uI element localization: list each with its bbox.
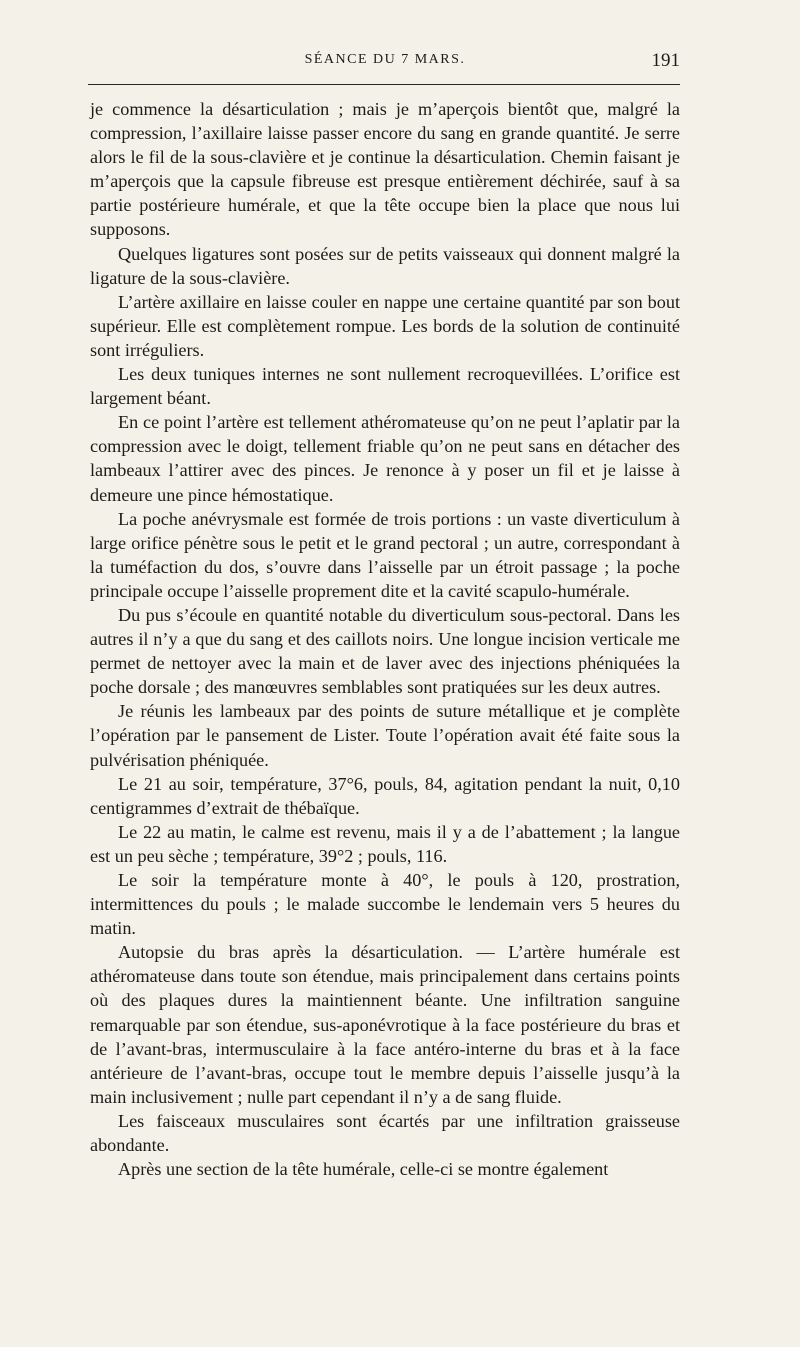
header-rule [88,84,680,85]
paragraph: Le soir la température monte à 40°, le pouls à 120, prostration, intermittences du pouls ; le malade succombe le lendemain vers 5 heures du matin. [90,870,680,939]
paragraph: Après une section de la tête humérale, celle-ci se montre également [118,1159,609,1180]
body-text [90,97,680,1181]
page-number: 191 [651,50,680,71]
paragraph: Autopsie du bras après la désarticulation. — L’artère humérale est athéromateuse dans toute son étendue, mais principalement dans certains points où des plaques dures la maintiennent béante. Une infiltration sanguine remarquable par son étendue, sus-aponévrotique à la face postérieure du bras et de l’avant-bras, intermusculaire à la face antéro-interne du bras et à la face antérieure de l’avant-bras, occupe tout le membre depuis l’aisselle jusqu’à la main inclusivement ; nulle part cependant il n’y a de sang fluide. [90,942,680,1107]
paragraph: Les faisceaux musculaires sont écartés par une infiltration graisseuse abondante. [90,1110,680,1156]
paragraph: En ce point l’artère est tellement athéromateuse qu’on ne peut l’aplatir par la compression avec le doigt, tellement friable qu’on ne peut sans en détacher des lambeaux l’attirer avec des pinces. Je renonce à y poser un fil et je laisse à demeure une pince hémostatique. [90,412,680,505]
paragraph: Du pus s’écoule en quantité notable du diverticulum sous-pectoral. Dans les autres il n’y a que du sang et des caillots noirs. Une longue incision verticale me permet de nettoyer avec la main et de laver avec des injections phéniquées la poche dorsale ; des manœuvres semblables sont pratiquées sur les deux autres. [90,604,680,698]
paragraph: Le 21 au soir, température, 37°6, pouls, 84, agitation pendant la nuit, 0,10 centigrammes d’extrait de thébaïque. [90,773,680,818]
paragraph: Les deux tuniques internes ne sont nullement recroquevillées. L’orifice est largement béant. [90,364,680,409]
paragraph: Le 22 au matin, le calme est revenu, mais il y a de l’abattement ; la langue est un peu sèche ; température, 39°2 ; pouls, 116. [90,821,680,866]
paragraph: La poche anévrysmale est formée de trois portions : un vaste diverticulum à large orifice pénètre sous le petit et le grand pectoral ; un autre, correspondant à la tuméfaction du dos, s’ouvre dans l’aisselle par un étroit passage ; la poche principale occupe l’aisselle proprement dite et la cavité scapulo-humérale. [90,508,680,601]
running-head [90,52,680,76]
running-title: SÉANCE DU 7 MARS. [304,52,466,67]
paragraph: L’artère axillaire en laisse couler en nappe une certaine quantité par son bout supérieur. Elle est complètement rompue. Les bords de la solution de continuité sont irréguliers. [90,291,680,360]
paragraph: Je réunis les lambeaux par des points de suture métallique et je complète l’opération par le pansement de Lister. Toute l’opération avait été faite sous la pulvérisation phéniquée. [90,701,680,770]
paragraph: Quelques ligatures sont posées sur de petits vaisseaux qui donnent malgré la ligature de la sous-clavière. [90,243,680,288]
paragraph: je commence la désarticulation ; mais je m’aperçois bientôt que, malgré la compression, l’axillaire laisse passer encore du sang en grande quantité. Je serre alors le fil de la sous-clavière et je continue la désarticulation. Chemin faisant je m’aperçois que la capsule fibreuse est presque entièrement déchirée, sauf à sa partie postérieure humérale, et que la tête occupe bien la place que nous lui supposons. [90,99,680,240]
